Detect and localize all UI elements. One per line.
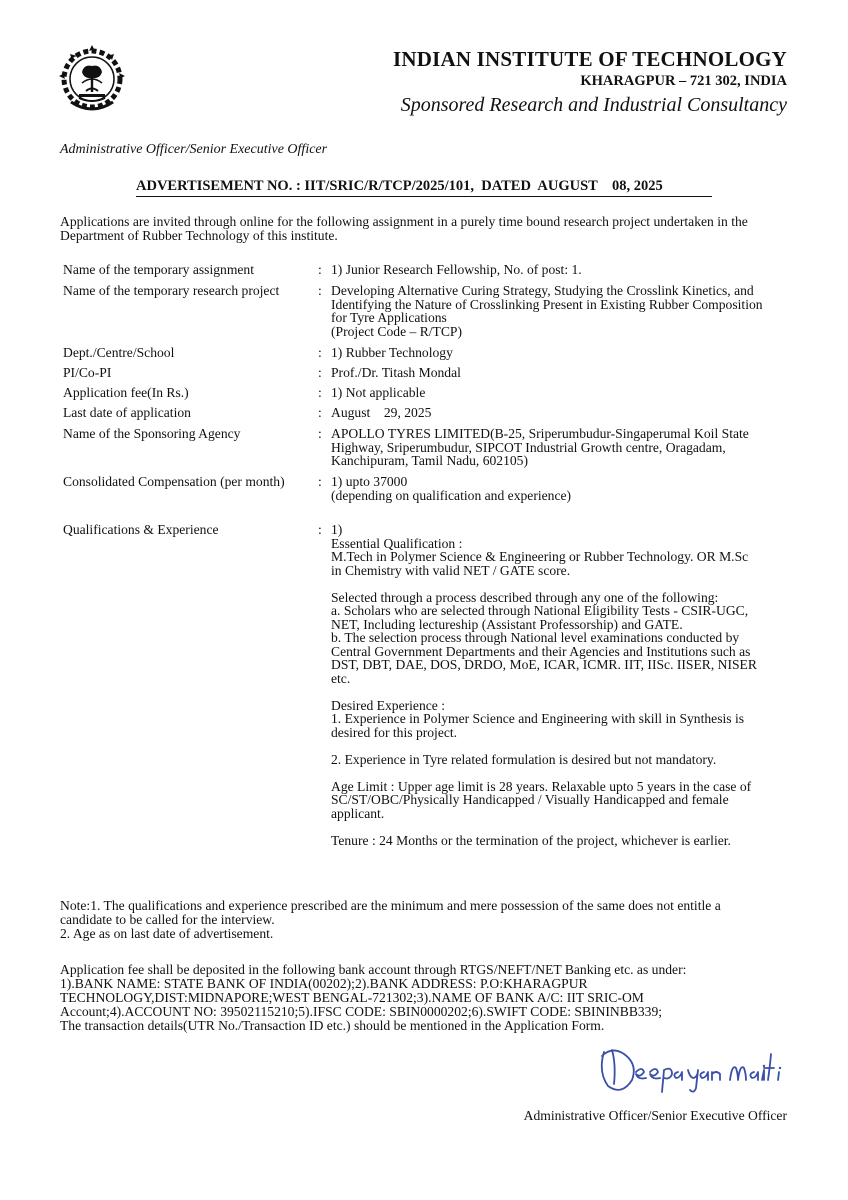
colon: : — [318, 262, 322, 277]
desired-line: desired for this project. — [331, 724, 458, 740]
dept-value: 1) Rubber Technology — [331, 345, 453, 360]
desired-line: 1. Experience in Polymer Science and Engineering with skill in Synthesis is — [331, 711, 745, 726]
compensation-note: (depending on qualification and experience) — [331, 487, 572, 503]
compensation-amount: 1) upto 37000 — [331, 474, 408, 489]
fee-value: 1) Not applicable — [331, 385, 426, 400]
selection-line: NET, Including lectureship (Assistant Professorship) and GATE. — [331, 616, 683, 632]
compensation-label: Consolidated Compensation (per month) — [63, 474, 285, 489]
qualification-number: 1) — [331, 522, 343, 537]
institute-location: KHARAGPUR – 721 302, INDIA — [580, 73, 787, 89]
qualifications-label: Qualifications & Experience — [63, 522, 219, 537]
selection-line: DST, DBT, DAE, DOS, DRDO, MoE, ICAR, ICMR. IIT, IISc. IISER, NISER — [331, 657, 757, 672]
project-label: Name of the temporary research project — [63, 283, 280, 298]
colon: : — [318, 405, 322, 420]
colon: : — [318, 365, 322, 380]
colon: : — [318, 522, 322, 537]
bank-details — [60, 963, 790, 1033]
assignment-value: 1) Junior Research Fellowship, No. of post: 1. — [331, 262, 582, 277]
essential-heading: Essential Qualification : — [331, 535, 463, 551]
advertisement-underline — [136, 196, 712, 197]
selection-line: etc. — [331, 670, 351, 686]
selection-line: Selected through a process described through any one of the following: — [331, 589, 719, 605]
tenure-line: Tenure : 24 Months or the termination of the project, whichever is earlier. — [331, 832, 731, 848]
bank-line: TECHNOLOGY,DIST:MIDNAPORE;WEST BENGAL-721302;3).NAME OF BANK A/C: IIT SRIC-OM — [60, 990, 644, 1005]
signature — [592, 1030, 792, 1105]
bank-line: 1).BANK NAME: STATE BANK OF INDIA(00202);2).BANK ADDRESS: P.O:KHARAGPUR — [60, 976, 588, 991]
dept-label: Dept./Centre/School — [63, 345, 175, 360]
desired-line-2: 2. Experience in Tyre related formulation is desired but not mandatory. — [331, 751, 717, 767]
department-unit: Sponsored Research and Industrial Consultancy — [400, 94, 787, 116]
bank-line: The transaction details(UTR No./Transaction ID etc.) should be mentioned in the Application Form. — [60, 1018, 605, 1033]
institute-name: INDIAN INSTITUTE OF TECHNOLOGY — [393, 47, 787, 71]
essential-line: M.Tech in Polymer Science & Engineering or Rubber Technology. OR M.Sc — [331, 549, 749, 564]
intro-paragraph: Applications are invited through online for the following assignment in a purely time bound research project undertaken in the Department of Rubber Technology of this institute. — [60, 214, 748, 243]
signatory-designation: Administrative Officer/Senior Executive Officer — [523, 1108, 787, 1123]
assignment-label: Name of the temporary assignment — [63, 262, 255, 277]
bank-line: Application fee shall be deposited in the following bank account through RTGS/NEFT/NET Banking etc. as under: — [60, 962, 687, 977]
colon: : — [318, 345, 322, 360]
note-line: candidate to be called for the interview. — [60, 912, 275, 927]
note-line: Note:1. The qualifications and experience prescribed are the minimum and mere possession of the same does not entitle a — [60, 898, 721, 913]
agency-line: APOLLO TYRES LIMITED(B-25, Sriperumbudur-Singaperumal Koil State — [331, 426, 749, 441]
agency-line: Kanchipuram, Tamil Nadu, 602105) — [331, 453, 528, 468]
pi-value: Prof./Dr. Titash Mondal — [331, 365, 461, 380]
agency-line: Highway, Sriperumbudur, SIPCOT Industrial Growth centre, Oragadam, — [331, 439, 726, 455]
age-line: Age Limit : Upper age limit is 28 years. Relaxable upto 5 years in the case of — [331, 778, 752, 794]
age-line: SC/ST/OBC/Physically Handicapped / Visually Handicapped and female — [331, 792, 729, 807]
iit-kharagpur-logo — [55, 42, 129, 116]
colon: : — [318, 426, 322, 441]
note-line: 2. Age as on last date of advertisement. — [60, 926, 274, 941]
colon: : — [318, 474, 322, 489]
age-line: applicant. — [331, 805, 385, 821]
selection-line: Central Government Departments and their Agencies and Institutions such as — [331, 643, 751, 659]
fee-label: Application fee(In Rs.) — [63, 385, 189, 400]
project-line: for Tyre Applications — [331, 310, 447, 325]
project-code: (Project Code – R/TCP) — [331, 323, 463, 339]
advertisement-number: ADVERTISEMENT NO. : IIT/SRIC/R/TCP/2025/101, DATED AUGUST 08, 2025 — [136, 178, 663, 194]
last-date-value: August 29, 2025 — [331, 405, 432, 420]
selection-line: b. The selection process through National level examinations conducted by — [331, 630, 740, 645]
issuing-office: Administrative Officer/Senior Executive Officer — [60, 142, 328, 157]
last-date-label: Last date of application — [63, 405, 191, 420]
pi-label: PI/Co-PI — [63, 365, 112, 380]
project-line: Identifying the Nature of Crosslinking Present in Existing Rubber Composition — [331, 296, 763, 312]
bank-line: Account;4).ACCOUNT NO: 39502115210;5).IFSC CODE: SBIN0000202;6).SWIFT CODE: SBININBB339; — [60, 1004, 663, 1019]
essential-line: in Chemistry with valid NET / GATE score. — [331, 562, 571, 578]
colon: : — [318, 283, 322, 298]
notes — [60, 899, 790, 941]
selection-line: a. Scholars who are selected through National Eligibility Tests - CSIR-UGC, — [331, 603, 749, 618]
agency-label: Name of the Sponsoring Agency — [63, 426, 241, 441]
project-line: Developing Alternative Curing Strategy, Studying the Crosslink Kinetics, and — [331, 283, 754, 298]
desired-heading: Desired Experience : — [331, 697, 445, 713]
colon: : — [318, 385, 322, 400]
